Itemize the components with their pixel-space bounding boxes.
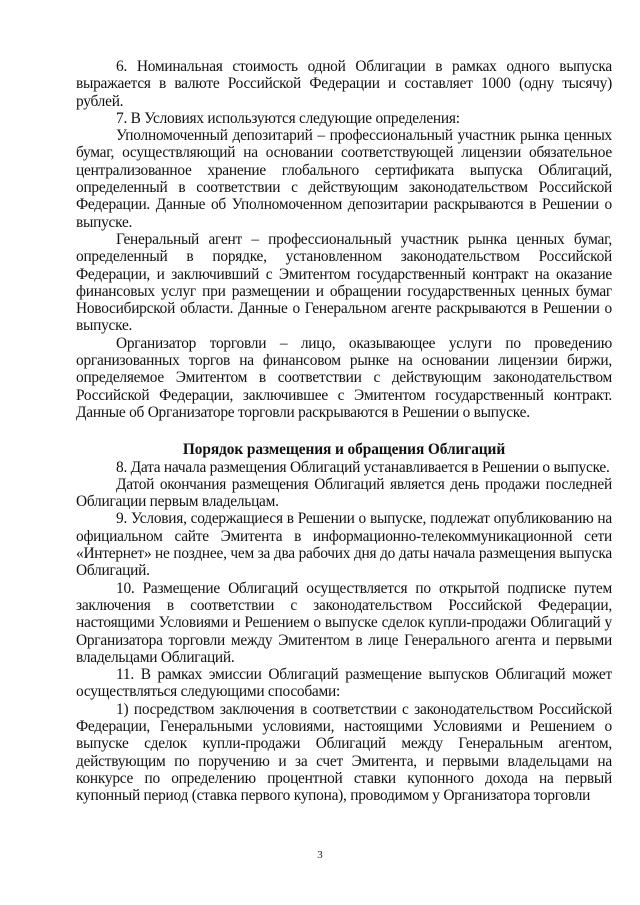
paragraph-7: 7. В Условиях используются следующие определения: [116, 109, 460, 127]
page-number: 3 [317, 849, 323, 861]
paragraph-11-item-1: 1) посредством заключения в соответствии с законодательством Российской Федерации, Генеральными условиями, настоящими Условиями и Решением о выпуске сделок купли-продажи Облигаций между Генеральным агентом, действующим по поручению и за счет Эмитента, и первыми владельцами на конкурсе по определению процентной ставки купонного дохода на первый купонный период (ставка первого купона), проводимом у Организатора торговли [76, 700, 612, 805]
section-heading: Порядок размещения и обращения Облигаций [182, 441, 506, 459]
document-page [76, 58, 612, 804]
paragraph-11: 11. В рамках эмиссии Облигаций размещение выпусков Облигаций может осуществляться следующими способами: [76, 666, 612, 701]
paragraph-8: 8. Дата начала размещения Облигаций устанавливается в Решении о выпуске. [116, 458, 610, 476]
paragraph-placement-end: Датой окончания размещения Облигаций является день продажи последней Облигации первым владельцам. [76, 475, 612, 511]
paragraph-9: 9. Условия, содержащиеся в Решении о выпуске, подлежат опубликованию на официальном сайте Эмитента в информационно-телекоммуникационной сети «Интернет» не позднее, чем за два рабочих дня до даты начала размещения выпуска Облигаций. [76, 510, 612, 580]
paragraph-depositary-definition: Уполномоченный депозитарий – профессиональный участник рынка ценных бумаг, осуществляющий на основании соответствующей лицензии обязательное централизованное хранение глобального сертификата выпуска Облигаций, определенный в соответствии с действующим законодательством Российской Федерации. Данные об Уполномоченном депозитарии раскрываются в Решении о выпуске. [76, 127, 612, 231]
paragraph-trade-organizer-definition: Организатор торговли – лицо, оказывающее услуги по проведению организованных торгов на финансовом рынке на основании лицензии биржи, определяемое Эмитентом в соответствии с действующим законодательством Российской Федерации, заключившее с Эмитентом государственный контракт. Данные об Организаторе торговли раскрываются в Решении о выпуске. [76, 334, 612, 421]
paragraph-10: 10. Размещение Облигаций осуществляется по открытой подписке путем заключения в соответствии с законодательством Российской Федерации, настоящими Условиями и Решением о выпуске сделок купли-продажи Облигаций у Организатора торговли между Эмитентом в лице Генерального агента и первыми владельцами Облигаций. [76, 579, 612, 666]
paragraph-general-agent-definition: Генеральный агент – профессиональный участник рынка ценных бумаг, определенный в порядке, установленном законодательством Российской Федерации, и заключивший с Эмитентом государственный контракт на оказание финансовых услуг при размещении и обращении государственных ценных бумаг Новосибирской области. Данные о Генеральном агенте раскрываются в Решении о выпуске. [76, 230, 612, 335]
paragraph-6: 6. Номинальная стоимость одной Облигации в рамках одного выпуска выражается в валюте Российской Федерации и составляет 1000 (одну тысячу) рублей. [76, 58, 612, 110]
